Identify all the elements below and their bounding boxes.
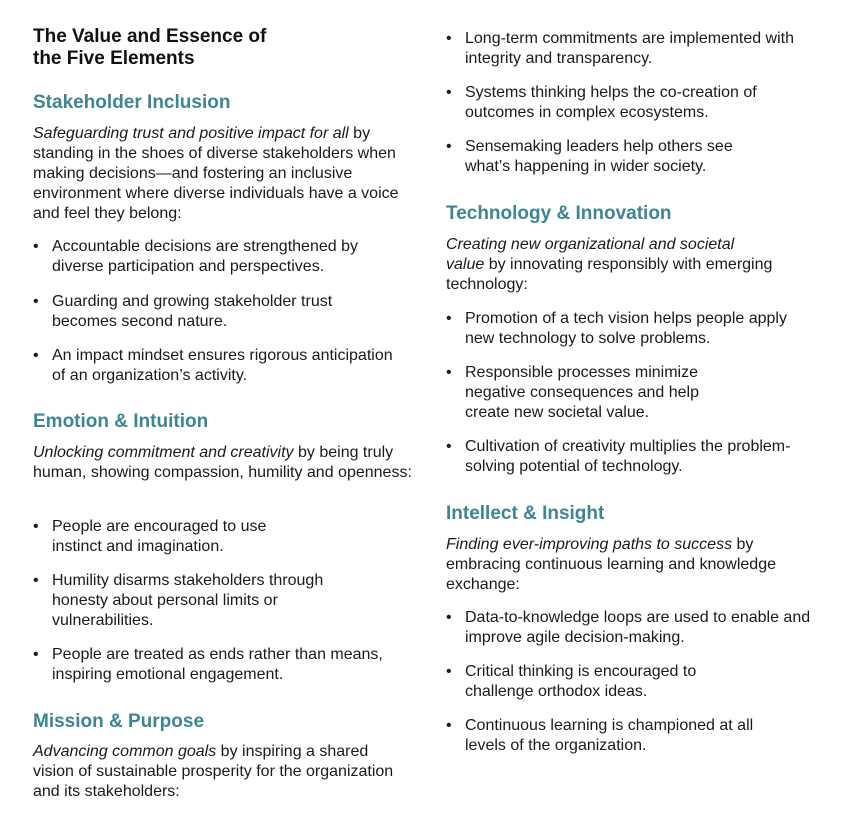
section-heading-intellect-insight: Intellect & Insight	[446, 503, 605, 524]
bullet-icon: •	[446, 663, 452, 680]
section-heading-emotion-intuition: Emotion & Intuition	[33, 411, 209, 432]
intro-emphasis: Creating new organizational and societal value	[446, 236, 735, 273]
intro-text: by being truly human, showing compassion, humility and openness:	[33, 444, 412, 481]
list-item	[446, 716, 795, 756]
intro-text: by inspiring a shared vision of sustainable prosperity for the organization and its stakeholders:	[33, 743, 394, 800]
bullet-icon: •	[33, 347, 39, 364]
section-intro-emotion-intuition	[33, 443, 413, 483]
list-item-text: An impact mindset ensures rigorous anticipation of an organization’s activity.	[52, 347, 393, 384]
bullet-icon: •	[33, 293, 39, 310]
list-item	[446, 363, 745, 423]
intro-text: by innovating responsibly with emerging technology:	[446, 256, 773, 293]
list-item	[33, 517, 312, 557]
bullet-icon: •	[33, 518, 39, 535]
list-item-text: Accountable decisions are strengthened by diverse participation and perspectives.	[52, 238, 358, 275]
intro-emphasis: Finding ever-improving paths to success	[446, 536, 733, 553]
list-item	[446, 309, 810, 349]
bullet-icon: •	[446, 30, 452, 47]
intro-emphasis: Unlocking commitment and creativity	[33, 444, 294, 461]
list-item	[33, 645, 397, 685]
list-item-text: Critical thinking is encouraged to challenge orthodox ideas.	[465, 663, 697, 700]
list-item-text: Humility disarms stakeholders through honesty about personal limits or vulnerabilities.	[52, 572, 324, 629]
bullet-icon: •	[33, 238, 39, 255]
list-item	[446, 29, 810, 69]
bullet-icon: •	[33, 572, 39, 589]
list-item-text: People are treated as ends rather than means, inspiring emotional engagement.	[52, 646, 383, 683]
list-item	[446, 437, 810, 477]
list-item-text: Long-term commitments are implemented with integrity and transparency.	[465, 30, 795, 67]
list-item-text: Sensemaking leaders help others see what’s happening in wider society.	[465, 138, 733, 175]
list-item	[33, 571, 327, 631]
intro-text: by standing in the shoes of diverse stakeholders when making decisions—and fostering an inclusive environment where diverse individuals have a voice and feel they belong:	[33, 125, 399, 222]
page-title: The Value and Essence of the Five Elements	[33, 26, 267, 69]
list-item	[33, 346, 397, 386]
list-item-text: Promotion of a tech vision helps people apply new technology to solve problems.	[465, 310, 787, 347]
list-item-text: Continuous learning is championed at all levels of the organization.	[465, 717, 754, 754]
section-heading-mission-purpose: Mission & Purpose	[33, 711, 205, 732]
list-item	[33, 292, 352, 332]
bullet-icon: •	[446, 364, 452, 381]
section-heading-technology-innovation: Technology & Innovation	[446, 203, 672, 224]
section-heading-stakeholder-inclusion: Stakeholder Inclusion	[33, 92, 231, 113]
intro-emphasis: Advancing common goals	[33, 743, 217, 760]
bullet-icon: •	[446, 310, 452, 327]
list-item-text: Cultivation of creativity multiplies the problem-solving potential of technology.	[465, 438, 791, 475]
list-item-text: Data-to-knowledge loops are used to enable and improve agile decision-making.	[465, 609, 811, 646]
section-intro-intellect-insight	[446, 535, 786, 595]
intro-emphasis: Safeguarding trust and positive impact for all	[33, 125, 349, 142]
bullet-icon: •	[446, 609, 452, 626]
list-item	[446, 608, 845, 648]
list-item	[446, 662, 765, 702]
intro-text: by embracing continuous learning and knowledge exchange:	[446, 536, 776, 593]
list-item-text: Responsible processes minimize negative consequences and help create new societal value.	[465, 364, 699, 421]
section-intro-stakeholder-inclusion	[33, 124, 423, 224]
bullet-icon: •	[446, 438, 452, 455]
list-item-text: Guarding and growing stakeholder trust becomes second nature.	[52, 293, 333, 330]
bullet-icon: •	[446, 84, 452, 101]
section-intro-mission-purpose	[33, 742, 408, 802]
list-item	[446, 137, 775, 177]
list-item	[33, 237, 397, 277]
section-intro-technology-innovation	[446, 235, 776, 295]
bullet-icon: •	[33, 646, 39, 663]
bullet-icon: •	[446, 138, 452, 155]
list-item-text: Systems thinking helps the co-creation of outcomes in complex ecosystems.	[465, 84, 757, 121]
list-item-text: People are encouraged to use instinct and imagination.	[52, 518, 267, 555]
bullet-icon: •	[446, 717, 452, 734]
list-item	[446, 83, 785, 123]
